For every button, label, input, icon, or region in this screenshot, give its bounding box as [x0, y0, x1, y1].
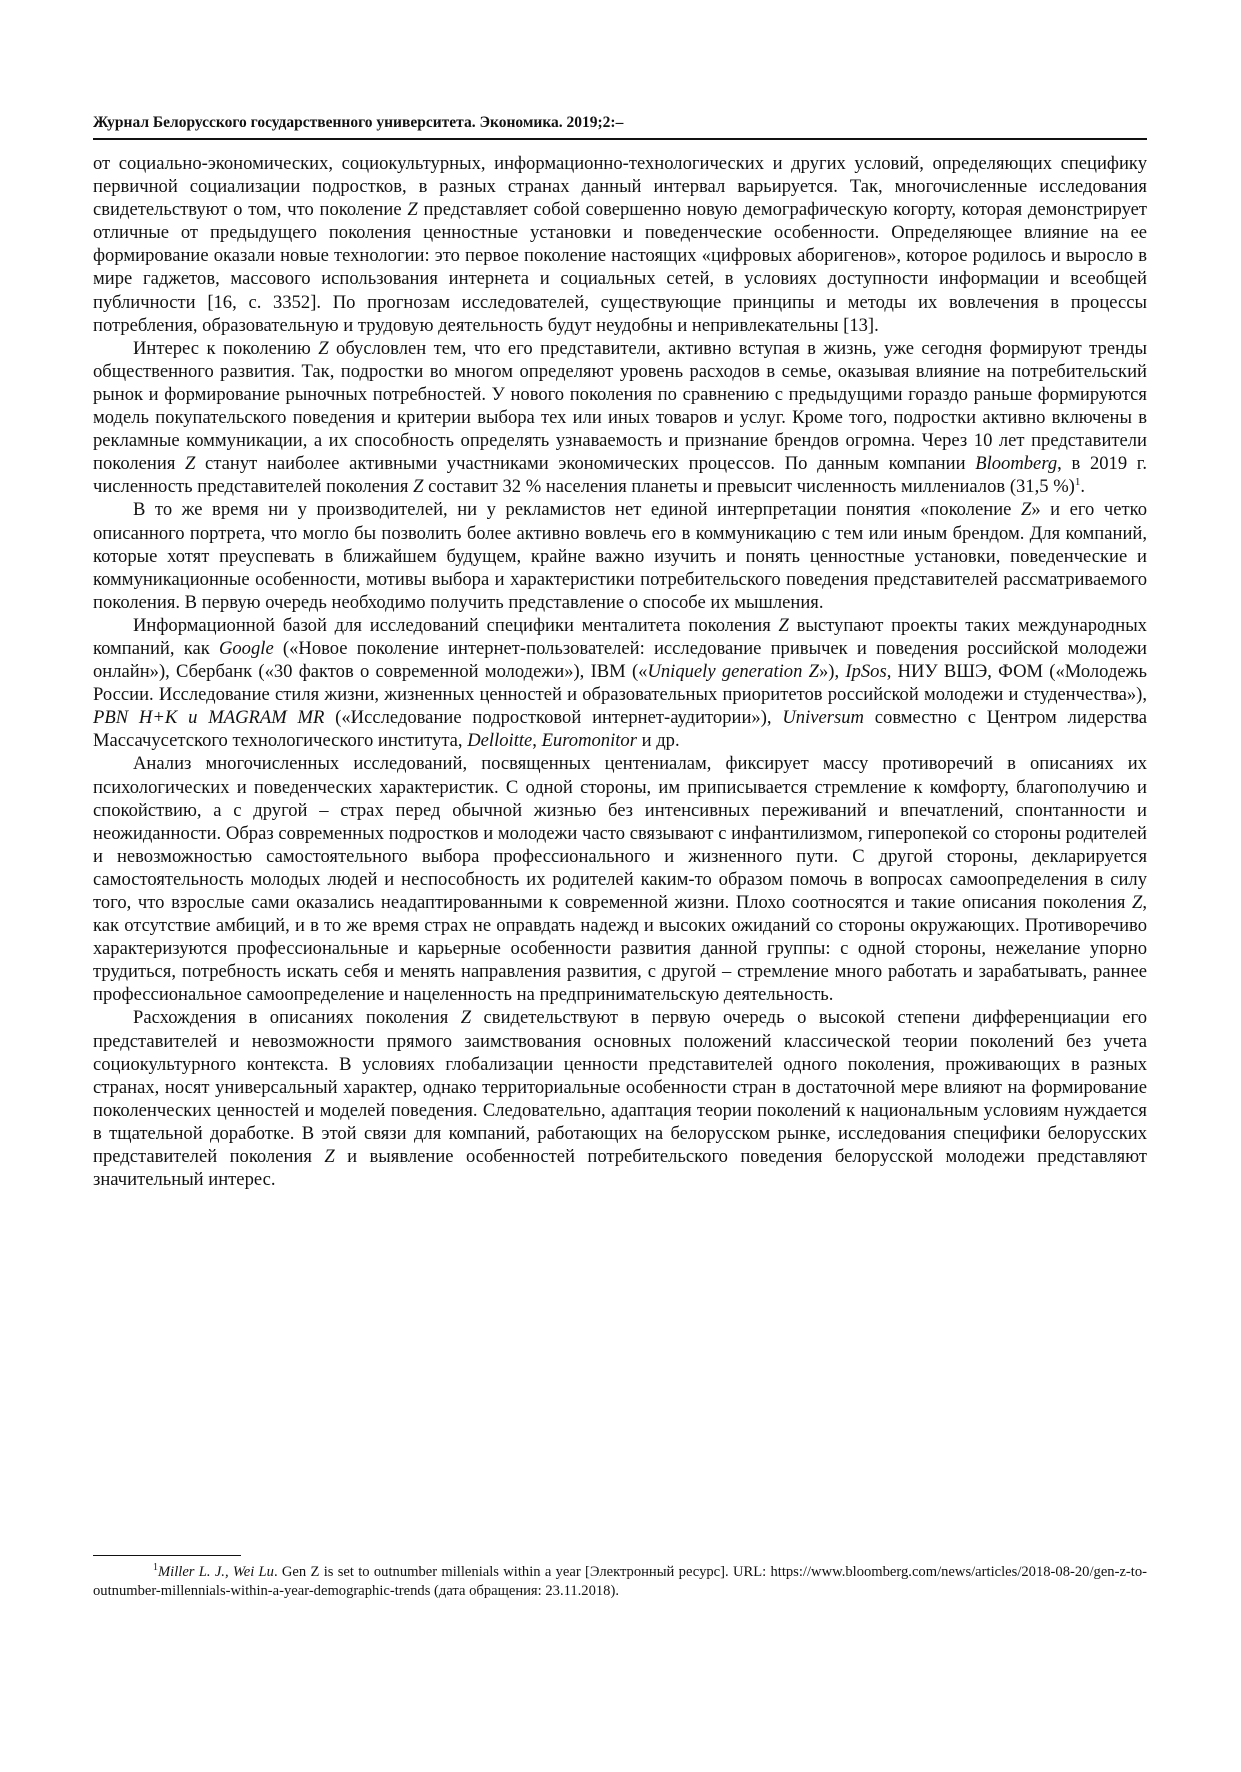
- italic-text: Uniquely generation Z: [647, 661, 819, 683]
- text-run: («Новое поколение интернет-пользователей: исследование привычек и поведения российской молодежи онлайн»), Сбербанк («30 фактов о современной молодежи»), IBM («: [93, 637, 1147, 683]
- italic-text: Z: [324, 1146, 335, 1168]
- text-run: Анализ многочисленных исследований, посвященных центениалам, фиксирует массу противоречий в описаниях их психологических и поведенческих характеристик. С одной стороны, им приписывается стремление к комфорту, благополучию и спокойствию, а с другой – страх перед обычной жизнью без интенсивных переживаний и впечатлений, спонтанности и неожиданности. Образ современных подростков и молодежи часто связывают с инфантилизмом, гиперопекой со стороны родителей и невозможностью самостоятельного выбора профессионального и жизненного пути. С другой стороны, декларируется самостоятельность молодых людей и неспособность их родителей каким-то образом помочь в вопросах самоопределения в силу того, что взрослые сами оказались неадаптированными к современной жизни. Плохо соотносятся и такие описания поколения: [93, 753, 1147, 913]
- italic-text: Google: [218, 637, 274, 659]
- text-run: выступают проекты таких международных компаний, как: [93, 614, 1147, 659]
- paragraph-4: [93, 614, 1147, 753]
- text-run: »),: [818, 661, 846, 683]
- italic-text: Z: [460, 1007, 472, 1029]
- italic-text: Z: [318, 337, 329, 359]
- text-run: составит 32 % населения планеты и превысит численность миллениалов (31,5 %): [423, 476, 1075, 498]
- text-run: Интерес к поколению: [133, 337, 319, 359]
- text-run: Расхождения в описаниях поколения: [133, 1007, 461, 1029]
- italic-text: Delloitte: [467, 730, 533, 752]
- italic-text: Z: [778, 614, 789, 636]
- text-run: представляет собой совершенно новую демографическую когорту, которая демонстрирует отличные от предыдущего поколения ценностные установки и поведенческие особенности. Определяющее влияние на ее формирование оказали новые технологии: это первое поколение настоящих «цифровых аборигенов», которое родилось и выросло в мире гаджетов, массового использования интернета и социальных сетей, в условиях доступности информации и всеобщей публичности [16, с. 3352]. По прогнозам исследователей, существующие принципы и методы их вовлечения в процессы потребления, образовательную и трудовую деятельность будут неудобны и непривлекательны [13].: [93, 199, 1147, 336]
- footnote-ref: 1: [1074, 476, 1081, 489]
- text-run: совместно с Центром лидерства Массачусетского технологического института,: [93, 707, 1147, 752]
- text-run: ,: [532, 730, 542, 752]
- header-rule: [93, 138, 1147, 140]
- footnote: [93, 1563, 1147, 1601]
- paragraph-2: [93, 337, 1147, 499]
- text-run: обусловлен тем, что его представители, активно вступая в жизнь, уже сегодня формируют тренды общественного развития. Так, подростки во многом определяют уровень расходов в семье, оказывая влияние на потребительский рынок и формирование рыночных потребностей. У нового поколения по сравнению с предыдущими гораздо раньше формируются модель покупательского поведения и критерии выбора тех или иных товаров и услуг. Кроме того, подростки активно включены в рекламные коммуникации, а их способность определять узнаваемость и признание брендов огромна. Через 10 лет представители поколения: [93, 337, 1147, 475]
- paragraph-6: [93, 1006, 1147, 1191]
- text-run: .: [1080, 476, 1086, 498]
- text-run: свидетельствуют в первую очередь о высокой степени дифференциации его представителей и невозможности прямого заимствования основных положений классической теории поколений без учета социокультурного контекста. В условиях глобализации ценности представителей одного поколения, проживающих в разных странах, носят универсальный характер, однако территориальные особенности стран в достаточной мере влияют на формирование поколенческих ценностей и моделей поведения. Следовательно, адаптация теории поколений к национальным условиям нуждается в тщательной доработке. В этой связи для компаний, работающих на белорусском рынке, исследования специфики белорусских представителей поколения: [93, 1007, 1147, 1168]
- italic-text: Z: [1132, 892, 1143, 913]
- italic-text: Universum: [782, 707, 864, 729]
- text-run: , НИУ ВШЭ, ФОМ («Молодежь России. Исследование стиля жизни, жизненных ценностей и образовательных приоритетов российской молодежи и студенчества»),: [93, 661, 1147, 706]
- text-run: В то же время ни у производителей, ни у рекламистов нет единой интерпретации понятия «поколение: [133, 499, 1021, 521]
- text-run: » и его четко описанного портрета, что могло бы позволить более активно вовлечь его в коммуникацию с тем или иным брендом. Для компаний, которые хотят преуспевать в ближайшем будущем, крайне важно изучить и понять ценностные установки, поведенческие и коммуникационные особенности, мотивы выбора и характеристики потребительского поведения представителей рассматриваемого поколения. В первую очередь необходимо получить представление о способе их мышления.: [93, 499, 1147, 613]
- italic-text: Z: [413, 476, 424, 498]
- italic-text: Euromonitor: [541, 730, 637, 752]
- running-header: Журнал Белорусского государственного университета. Экономика. 2019;2:–: [93, 114, 624, 131]
- text-run: и выявление особенностей потребительского поведения белорусской молодежи представляют значительный интерес.: [93, 1146, 1147, 1191]
- italic-text: Z: [185, 453, 196, 475]
- text-run: , как отсутствие амбиций, и в то же время страх не оправдать надежд и высоких ожиданий со стороны окружающих. Противоречиво характеризуются профессиональные и карьерные особенности развития данной группы: с одной стороны, нежелание упорно трудиться, потребность искать себя и менять направления развития, с другой – стремление много работать и зарабатывать, раннее профессиональное самоопределение и нацеленность на предпринимательскую деятельность.: [93, 892, 1147, 1006]
- italic-text: IpSos: [845, 661, 887, 683]
- paragraph-3: [93, 498, 1147, 613]
- text-run: , в 2019 г. численность представителей поколения: [93, 453, 1147, 498]
- italic-text: Z: [1020, 499, 1032, 521]
- footnote-rule: [93, 1555, 241, 1556]
- paragraph-5: [93, 752, 1147, 1006]
- text-run: Информационной базой для исследований специфики менталитета поколения: [133, 614, 779, 636]
- italic-text: Miller L. J., Wei Lu: [158, 1564, 274, 1580]
- italic-text: Z: [407, 199, 418, 221]
- italic-text: PBN H+K и MAGRAM MR: [93, 707, 325, 729]
- paragraph-1: [93, 152, 1147, 337]
- footnote-ref: 1: [153, 1562, 158, 1574]
- text-run: («Исследование подростковой интернет-аудитории»),: [324, 707, 783, 729]
- article-body: [93, 152, 1147, 1191]
- text-run: и др.: [636, 730, 680, 752]
- text-run: станут наиболее активными участниками экономических процессов. По данным компании: [195, 453, 976, 475]
- text-run: от социально-экономических, социокультурных, информационно-технологических и других условий, определяющих специфику первичной социализации подростков, в разных странах данный интервал варьируется. Так, многочисленные исследования свидетельствуют о том, что поколение: [93, 153, 1147, 221]
- italic-text: Bloomberg: [975, 453, 1058, 475]
- text-run: . Gen Z is set to outnumber millenials within a year [Электронный ресурс]. URL: https://www.bloomberg.com/news/articles/2018-08-20/gen-z-to-outnumber-millennials-within-a-year-demographic-trends (дата обращения: 23.11.2018).: [93, 1564, 1148, 1599]
